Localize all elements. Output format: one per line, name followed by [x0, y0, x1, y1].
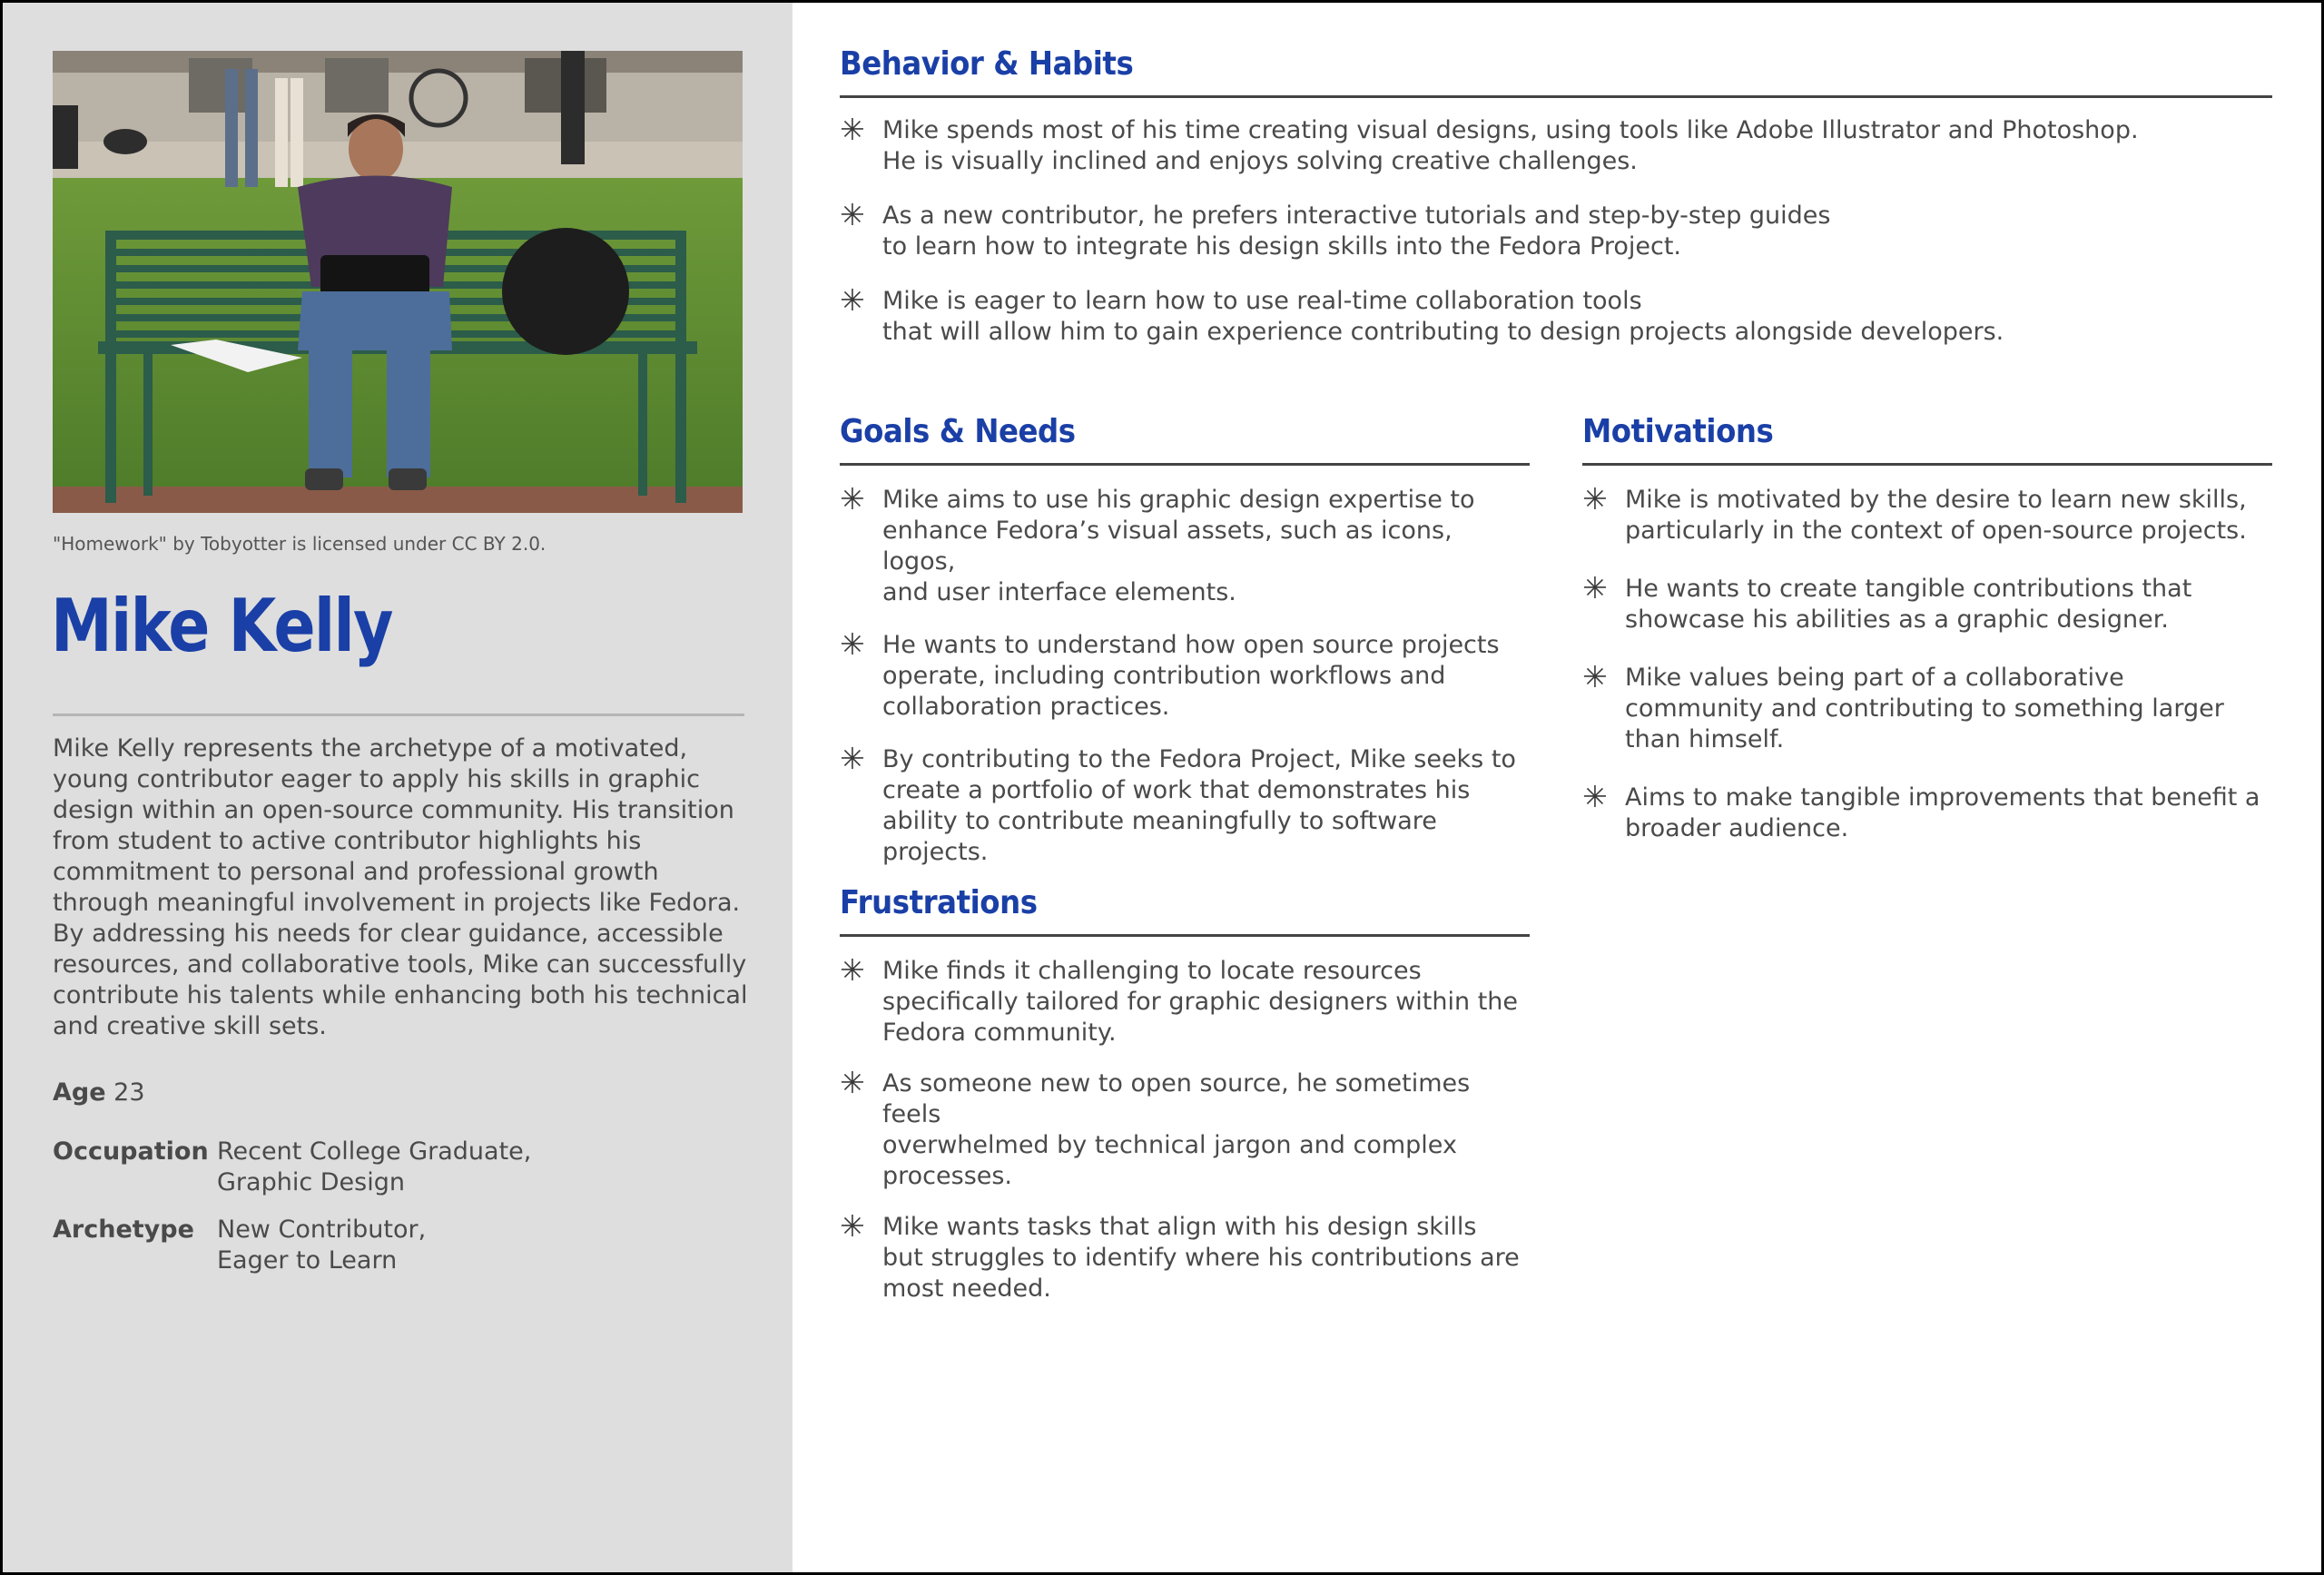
list-item-text: Mike values being part of a collaborative community and contributing to something larger than himself. [1625, 664, 2224, 753]
asterisk-icon: ✳ [1582, 481, 1608, 517]
asterisk-icon: ✳ [840, 1065, 865, 1100]
asterisk-icon: ✳ [840, 197, 865, 232]
list-item [840, 1065, 1530, 1192]
asterisk-icon: ✳ [840, 741, 865, 776]
list-item [840, 282, 2272, 348]
list-item [840, 112, 2272, 177]
goals-list [840, 481, 1530, 868]
list-item-text: As a new contributor, he prefers interactive tutorials and step-by-step guides to learn how to integrate his design skills into the Fedora Project. [882, 202, 1831, 261]
age-value: 23 [113, 1078, 145, 1107]
age-field [53, 1078, 145, 1107]
section-rule [840, 934, 1530, 937]
list-item [1582, 481, 2272, 546]
asterisk-icon: ✳ [840, 1208, 865, 1244]
goals-heading: Goals & Needs [840, 413, 1076, 450]
asterisk-icon: ✳ [1582, 659, 1608, 694]
persona-photo [53, 51, 743, 513]
behavior-heading: Behavior & Habits [840, 45, 1134, 83]
photo-caption: "Homework" by Tobyotter is licensed under CC BY 2.0. [53, 533, 547, 555]
list-item-text: Mike is eager to learn how to use real-time collaboration tools that will allow him to gain experience contributing to design projects alongside developers. [882, 287, 2004, 346]
motivations-list [1582, 481, 2272, 844]
list-item [1582, 570, 2272, 635]
list-item-text: Mike spends most of his time creating visual designs, using tools like Adobe Illustrator and Photoshop. He is visually inclined and enjoys solving creative challenges. [882, 116, 2139, 175]
asterisk-icon: ✳ [1582, 570, 1608, 605]
goals-section [840, 412, 1530, 890]
section-rule [840, 95, 2272, 98]
list-item [840, 626, 1530, 723]
persona-name: Mike Kelly [51, 584, 392, 668]
list-item-text: He wants to understand how open source projects operate, including contribution workflows and collaboration practices. [882, 631, 1500, 721]
list-item-text: By contributing to the Fedora Project, Mike seeks to create a portfolio of work that demonstrates his ability to contribute meaningfully to software projects. [882, 745, 1516, 866]
age-label: Age [53, 1078, 106, 1107]
archetype-label: Archetype [53, 1216, 194, 1244]
list-item [1582, 659, 2272, 755]
list-item-text: Mike finds it challenging to locate resources specifically tailored for graphic designers within the Fedora community. [882, 957, 1519, 1047]
occupation-value-line: Recent College Graduate, [217, 1137, 532, 1166]
list-item [840, 952, 1530, 1048]
list-item-text: Mike aims to use his graphic design expertise to enhance Fedora’s visual assets, such as icons, logos, and user interface elements. [882, 486, 1475, 606]
section-rule [840, 463, 1530, 466]
occupation-value-line: Graphic Design [217, 1168, 405, 1196]
archetype-value [217, 1215, 426, 1276]
frustrations-section [840, 883, 1530, 1324]
list-item [840, 197, 2272, 262]
asterisk-icon: ✳ [840, 282, 865, 318]
archetype-value-line: Eager to Learn [217, 1246, 398, 1275]
list-item [840, 481, 1530, 608]
occupation-value [217, 1137, 531, 1198]
list-item-text: As someone new to open source, he sometimes feels overwhelmed by technical jargon and complex processes. [882, 1069, 1471, 1190]
frustrations-list [840, 952, 1530, 1304]
motivations-section [1582, 412, 2272, 871]
list-item-text: Mike wants tasks that align with his design skills but struggles to identify where his contributions are most needed. [882, 1213, 1520, 1303]
list-item [840, 741, 1530, 868]
list-item-text: Mike is motivated by the desire to learn new skills, particularly in the context of open-source projects. [1625, 486, 2247, 545]
frustrations-heading: Frustrations [840, 884, 1038, 921]
list-item [840, 1208, 1530, 1304]
section-rule [1582, 463, 2272, 466]
motivations-heading: Motivations [1582, 413, 1774, 450]
persona-bio: Mike Kelly represents the archetype of a motivated, young contributor eager to apply his skills in graphic design within an open-source community. His transition from student to active contributor highlights his commitment to personal and professional growth through meaningful involvement in projects like Fedora. By addressing his needs for clear guidance, accessible resources, and collaborative tools, Mike can successfully contribute his talents while enhancing both his technical and creative skill sets. [53, 734, 748, 1040]
behavior-section [840, 44, 2272, 371]
list-item-text: He wants to create tangible contributions that showcase his abilities as a graphic designer. [1625, 575, 2192, 634]
behavior-list [840, 112, 2272, 348]
asterisk-icon: ✳ [840, 112, 865, 147]
divider [53, 714, 744, 716]
list-item-text: Aims to make tangible improvements that benefit a broader audience. [1625, 783, 2260, 842]
asterisk-icon: ✳ [840, 952, 865, 988]
list-item [1582, 779, 2272, 844]
asterisk-icon: ✳ [840, 481, 865, 517]
archetype-value-line: New Contributor, [217, 1216, 427, 1244]
asterisk-icon: ✳ [1582, 779, 1608, 814]
occupation-label: Occupation [53, 1137, 209, 1166]
asterisk-icon: ✳ [840, 626, 865, 662]
profile-sidebar [3, 3, 793, 1572]
